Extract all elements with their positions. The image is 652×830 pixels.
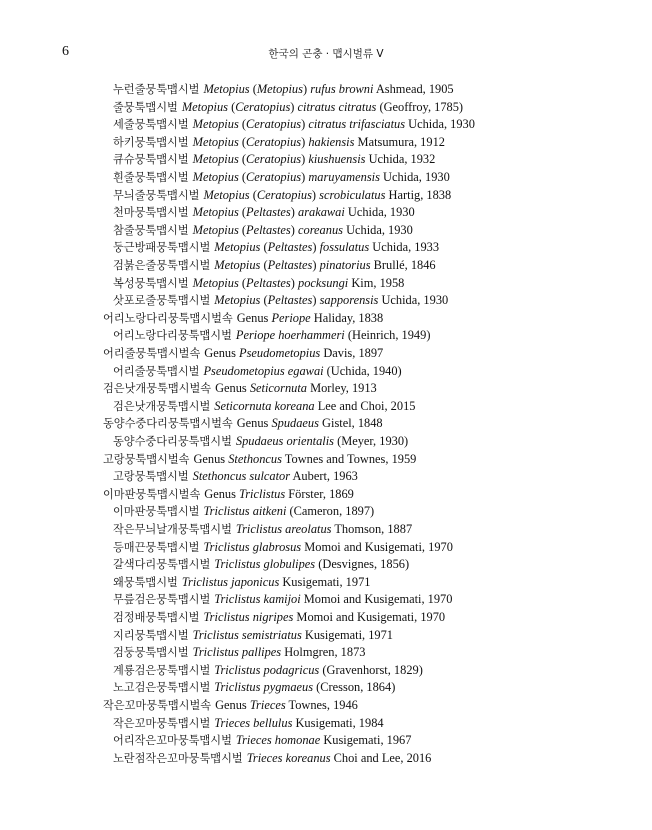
authority-text: (Cameron, 1897) xyxy=(286,504,375,519)
species-entry xyxy=(113,239,439,256)
scientific-name: Metopius xyxy=(192,222,239,237)
korean-name: 검은낫개뭉툭맵시벌 xyxy=(113,399,211,413)
authority-text: (Desvignes, 1856) xyxy=(315,557,410,572)
scientific-name: Peltastes xyxy=(267,293,313,308)
scientific-name: Seticornuta koreana xyxy=(214,398,315,413)
scientific-name: arakawai xyxy=(298,205,345,220)
genus-entry xyxy=(103,415,383,432)
species-entry xyxy=(113,433,408,450)
scientific-name: pinatorius xyxy=(319,258,371,272)
genus-entry xyxy=(103,486,354,503)
authority-text: ( xyxy=(260,258,268,272)
genus-entry xyxy=(103,380,377,397)
scientific-name: Triclistus nigripes xyxy=(203,610,294,624)
authority-text: ) xyxy=(290,275,298,290)
authority-text: ) xyxy=(290,222,298,237)
authority-text: ( xyxy=(238,222,247,237)
authority-text: ) xyxy=(312,240,320,255)
scientific-name: Peltastes xyxy=(267,258,313,272)
scientific-name: Pseudometopius xyxy=(239,346,321,360)
scientific-name: fossulatus xyxy=(319,240,370,255)
scientific-name: Metopius xyxy=(214,240,261,255)
species-entry xyxy=(113,679,395,696)
species-entry xyxy=(113,99,463,116)
korean-name: 검은낫개뭉툭맵시벌속 xyxy=(103,382,212,396)
scientific-name: Peltastes xyxy=(246,205,291,220)
genus-entry xyxy=(103,451,416,468)
running-title: 한국의 곤충 · 맵시벌류 V xyxy=(268,48,384,60)
species-entry xyxy=(113,644,365,661)
korean-name: 동양수중다리뭉툭맵시벌속 xyxy=(103,417,233,431)
authority-text: (Cresson, 1864) xyxy=(313,680,396,695)
page-header xyxy=(0,40,652,62)
authority-text: Uchida, 1933 xyxy=(369,240,440,255)
authority-text: Matsumura, 1912 xyxy=(354,134,445,149)
scientific-name: Triclistus podagricus xyxy=(214,662,320,677)
authority-text: Genus xyxy=(204,346,240,360)
scientific-name: Trieces homonae xyxy=(235,733,321,748)
scientific-name: Trieces xyxy=(249,698,286,712)
species-entry xyxy=(113,134,445,151)
korean-name: 이마판뭉툭맵시벌속 xyxy=(103,487,201,501)
authority-text: Uchida, 1930 xyxy=(379,170,450,184)
scientific-name: Ceratopius xyxy=(246,117,302,132)
scientific-name: Triclistus aitkeni xyxy=(203,504,287,519)
species-entry xyxy=(113,591,452,608)
scientific-name: kiushuensis xyxy=(308,152,366,167)
korean-name: 검붉은줄뭉툭맵시벌 xyxy=(113,259,211,272)
scientific-name: Stethoncus sulcator xyxy=(192,469,291,484)
scientific-name: Peltastes xyxy=(246,275,291,290)
scientific-name: Seticornuta xyxy=(249,381,307,396)
scientific-name: Metopius xyxy=(203,82,250,96)
authority-text: Hartig, 1838 xyxy=(385,187,452,202)
page-number: 6 xyxy=(62,44,69,59)
authority-text: Uchida, 1930 xyxy=(405,117,475,132)
korean-name: 동양수중다리뭉툭맵시벌 xyxy=(113,435,232,448)
species-entry xyxy=(113,503,374,520)
genus-entry xyxy=(103,345,383,362)
scientific-name: Triclistus areolatus xyxy=(235,522,332,536)
korean-name: 노고검은뭉툭맵시벌 xyxy=(113,681,211,695)
scientific-name: Metopius xyxy=(256,82,303,96)
authority-text: Genus xyxy=(236,310,272,325)
authority-text: Momoi and Kusigemati, 1970 xyxy=(293,610,446,624)
authority-text: Kusigemati, 1971 xyxy=(301,627,393,642)
authority-text: Davis, 1897 xyxy=(320,346,384,360)
species-entry xyxy=(113,327,430,344)
korean-name: 어리줄뭉툭맵시벌속 xyxy=(103,347,201,360)
scientific-name: Metopius xyxy=(192,152,239,167)
korean-name: 등매끈뭉툭맵시벌 xyxy=(113,540,200,554)
authority-text: Kim, 1958 xyxy=(348,275,405,290)
korean-name: 작은꼬마뭉툭맵시벌 xyxy=(113,716,211,730)
korean-name: 하키뭉툭맵시벌 xyxy=(113,135,189,149)
authority-text: Genus xyxy=(215,381,250,396)
scientific-name: hakiensis xyxy=(308,134,355,149)
scientific-name: citratus citratus xyxy=(297,99,377,114)
genus-entry xyxy=(103,310,383,327)
scientific-name: Metopius xyxy=(214,293,261,308)
authority-text: Uchida, 1930 xyxy=(378,293,449,308)
korean-name: 작은꼬마뭉툭맵시벌속 xyxy=(103,699,212,712)
authority-text: ( xyxy=(238,152,247,167)
scientific-name: Triclistus semistriatus xyxy=(192,627,302,642)
scientific-name: Triclistus pygmaeus xyxy=(214,680,314,695)
korean-name: 고랑뭉툭맵시벌 xyxy=(113,470,189,484)
authority-text: (Heinrich, 1949) xyxy=(344,328,431,343)
korean-name: 복성뭉툭맵시벌 xyxy=(113,276,189,290)
authority-text: Kusigemati, 1967 xyxy=(320,733,412,748)
authority-text: Kusigemati, 1971 xyxy=(279,574,371,589)
species-entry xyxy=(113,257,436,274)
scientific-name: Trieces koreanus xyxy=(246,750,331,765)
korean-name: 갈색다리뭉툭맵시벌 xyxy=(113,558,211,572)
authority-text: ) xyxy=(311,187,320,202)
korean-name: 계룡검은뭉툭맵시벌 xyxy=(113,663,211,677)
korean-name: 큐슈뭉툭맵시벌 xyxy=(113,153,189,167)
scientific-name: Spudaeus orientalis xyxy=(235,434,334,448)
authority-text: Genus xyxy=(236,416,272,431)
korean-name: 줄뭉툭맵시벌 xyxy=(113,100,178,114)
korean-name: 검둥뭉툭맵시벌 xyxy=(113,646,189,660)
authority-text: ( xyxy=(227,99,236,114)
authority-text: Townes and Townes, 1959 xyxy=(281,451,417,466)
korean-name: 왜뭉툭맵시벌 xyxy=(113,575,178,589)
scientific-name: Triclistus globulipes xyxy=(214,557,316,572)
authority-text: ) xyxy=(302,82,311,96)
authority-text: (Meyer, 1930) xyxy=(333,434,409,448)
authority-text: ( xyxy=(249,187,257,202)
species-entry xyxy=(113,750,431,767)
authority-text: ( xyxy=(238,205,247,220)
authority-text: Uchida, 1930 xyxy=(344,205,415,220)
scientific-name: coreanus xyxy=(298,222,343,237)
authority-text: Holmgren, 1873 xyxy=(281,645,366,660)
korean-name: 검정배뭉툭맵시벌 xyxy=(113,611,200,624)
korean-name: 이마판뭉툭맵시벌 xyxy=(113,505,200,519)
authority-text: ( xyxy=(260,293,268,308)
authority-text: (Gravenhorst, 1829) xyxy=(319,662,423,677)
scientific-name: pocksungi xyxy=(298,275,349,290)
authority-text: ) xyxy=(301,170,309,184)
scientific-name: Ceratopius xyxy=(246,152,302,167)
korean-name: 고랑뭉툭맵시벌속 xyxy=(103,452,190,466)
species-entry xyxy=(113,627,393,644)
scientific-name: Trieces bellulus xyxy=(214,715,293,730)
scientific-name: citratus trifasciatus xyxy=(308,117,406,132)
scientific-name: rufus browni xyxy=(310,82,374,96)
authority-text: ( xyxy=(238,275,247,290)
korean-name: 지리뭉툭맵시벌 xyxy=(113,628,189,642)
authority-text: Haliday, 1838 xyxy=(310,310,384,325)
species-entry xyxy=(113,398,415,415)
species-entry xyxy=(113,187,451,204)
korean-name: 어리노랑다리뭉툭맵시벌속 xyxy=(103,311,233,325)
authority-text: ) xyxy=(301,117,309,132)
authority-text: ) xyxy=(290,99,298,114)
korean-name: 어리노랑다리뭉툭맵시벌 xyxy=(113,329,232,343)
species-entry xyxy=(113,662,423,679)
scientific-name: Metopius xyxy=(203,187,250,202)
scientific-name: Triclistus xyxy=(239,486,286,501)
korean-name: 천마뭉툭맵시벌 xyxy=(113,206,189,220)
scientific-name: Metopius xyxy=(192,275,239,290)
species-entry xyxy=(113,574,370,591)
scientific-name: sapporensis xyxy=(319,293,379,308)
authority-text: ( xyxy=(238,170,247,184)
authority-text: Momoi and Kusigemati, 1970 xyxy=(300,592,453,607)
species-entry xyxy=(113,81,454,98)
species-entry xyxy=(113,363,402,380)
authority-text: Brullé, 1846 xyxy=(370,258,436,272)
scientific-name: Pseudometopius egawai xyxy=(203,363,324,378)
species-entry xyxy=(113,204,415,221)
korean-name: 무릎검은뭉툭맵시벌 xyxy=(113,593,211,607)
korean-name: 삿포로줄뭉툭맵시벌 xyxy=(113,294,211,308)
authority-text: Choi and Lee, 2016 xyxy=(330,750,432,765)
authority-text: ( xyxy=(249,82,257,96)
authority-text: ) xyxy=(312,258,320,272)
scientific-name: Ceratopius xyxy=(246,134,302,149)
authority-text: Kusigemati, 1984 xyxy=(292,715,384,730)
authority-text: Morley, 1913 xyxy=(306,381,377,396)
scientific-name: Peltastes xyxy=(246,222,291,237)
species-entry xyxy=(113,116,475,133)
authority-text: ( xyxy=(238,117,247,132)
species-entry xyxy=(113,275,404,292)
korean-name: 노란점작은꼬마뭉툭맵시벌 xyxy=(113,751,243,765)
authority-text: ( xyxy=(238,134,247,149)
genus-entry xyxy=(103,697,358,714)
scientific-name: Triclistus japonicus xyxy=(181,574,280,589)
authority-text: Genus xyxy=(215,698,250,712)
scientific-name: Periope hoerhammeri xyxy=(235,328,345,343)
scientific-name: Stethoncus xyxy=(228,451,282,466)
scientific-name: Ceratopius xyxy=(256,187,312,202)
korean-name: 세줄뭉툭맵시벌 xyxy=(113,118,189,132)
species-entry xyxy=(113,169,450,186)
authority-text: Genus xyxy=(193,451,229,466)
species-entry xyxy=(113,151,435,168)
authority-text: Genus xyxy=(204,486,240,501)
authority-text: (Geoffroy, 1785) xyxy=(376,99,464,114)
species-entry xyxy=(113,556,409,573)
korean-name: 무늬줄뭉툭맵시벌 xyxy=(113,188,200,202)
authority-text: Townes, 1946 xyxy=(285,698,358,712)
scientific-name: Ceratopius xyxy=(246,170,302,184)
authority-text: Aubert, 1963 xyxy=(290,469,358,484)
species-entry xyxy=(113,539,453,556)
species-entry xyxy=(113,732,411,749)
korean-name: 흰줄뭉툭맵시벌 xyxy=(113,171,189,184)
scientific-name: Peltastes xyxy=(267,240,313,255)
scientific-name: Metopius xyxy=(181,99,228,114)
authority-text: Lee and Choi, 2015 xyxy=(314,398,416,413)
scientific-name: Ceratopius xyxy=(235,99,291,114)
scientific-name: Triclistus glabrosus xyxy=(203,539,302,554)
korean-name: 작은무늬날개뭉툭맵시벌 xyxy=(113,523,232,536)
korean-name: 어리작은꼬마뭉툭맵시벌 xyxy=(113,734,232,748)
scientific-name: Metopius xyxy=(192,205,239,220)
scientific-name: Triclistus kamijoi xyxy=(214,592,301,607)
korean-name: 둥근방패뭉툭맵시벌 xyxy=(113,241,211,255)
authority-text: Uchida, 1930 xyxy=(342,222,413,237)
authority-text: ) xyxy=(301,134,309,149)
authority-text: Ashmead, 1905 xyxy=(373,82,454,96)
species-entry xyxy=(113,715,384,732)
authority-text: (Uchida, 1940) xyxy=(323,363,402,378)
scientific-name: Metopius xyxy=(192,134,239,149)
korean-name: 어리줄뭉툭맵시벌 xyxy=(113,364,200,378)
scientific-name: Triclistus pallipes xyxy=(192,645,282,660)
species-entry xyxy=(113,468,358,485)
authority-text: Uchida, 1932 xyxy=(365,152,436,167)
korean-name: 누런줄뭉툭맵시벌 xyxy=(113,83,200,96)
authority-text: Gistel, 1848 xyxy=(318,416,383,431)
species-entry xyxy=(113,222,413,239)
authority-text: Förster, 1869 xyxy=(285,486,354,501)
scientific-name: Periope xyxy=(271,310,311,325)
authority-text: ) xyxy=(290,205,298,220)
scientific-name: Spudaeus xyxy=(271,416,319,431)
authority-text: ) xyxy=(301,152,309,167)
authority-text: Thomson, 1887 xyxy=(331,522,413,536)
scientific-name: Metopius xyxy=(214,258,261,272)
species-entry xyxy=(113,521,412,538)
authority-text: ) xyxy=(312,293,320,308)
species-entry xyxy=(113,609,445,626)
species-entry xyxy=(113,292,448,309)
scientific-name: Metopius xyxy=(192,117,239,132)
korean-name: 참줄뭉툭맵시벌 xyxy=(113,223,189,237)
scientific-name: maruyamensis xyxy=(308,170,380,184)
authority-text: ( xyxy=(260,240,268,255)
scientific-name: Metopius xyxy=(192,170,239,184)
scientific-name: scrobiculatus xyxy=(319,187,386,202)
authority-text: Momoi and Kusigemati, 1970 xyxy=(301,539,453,554)
